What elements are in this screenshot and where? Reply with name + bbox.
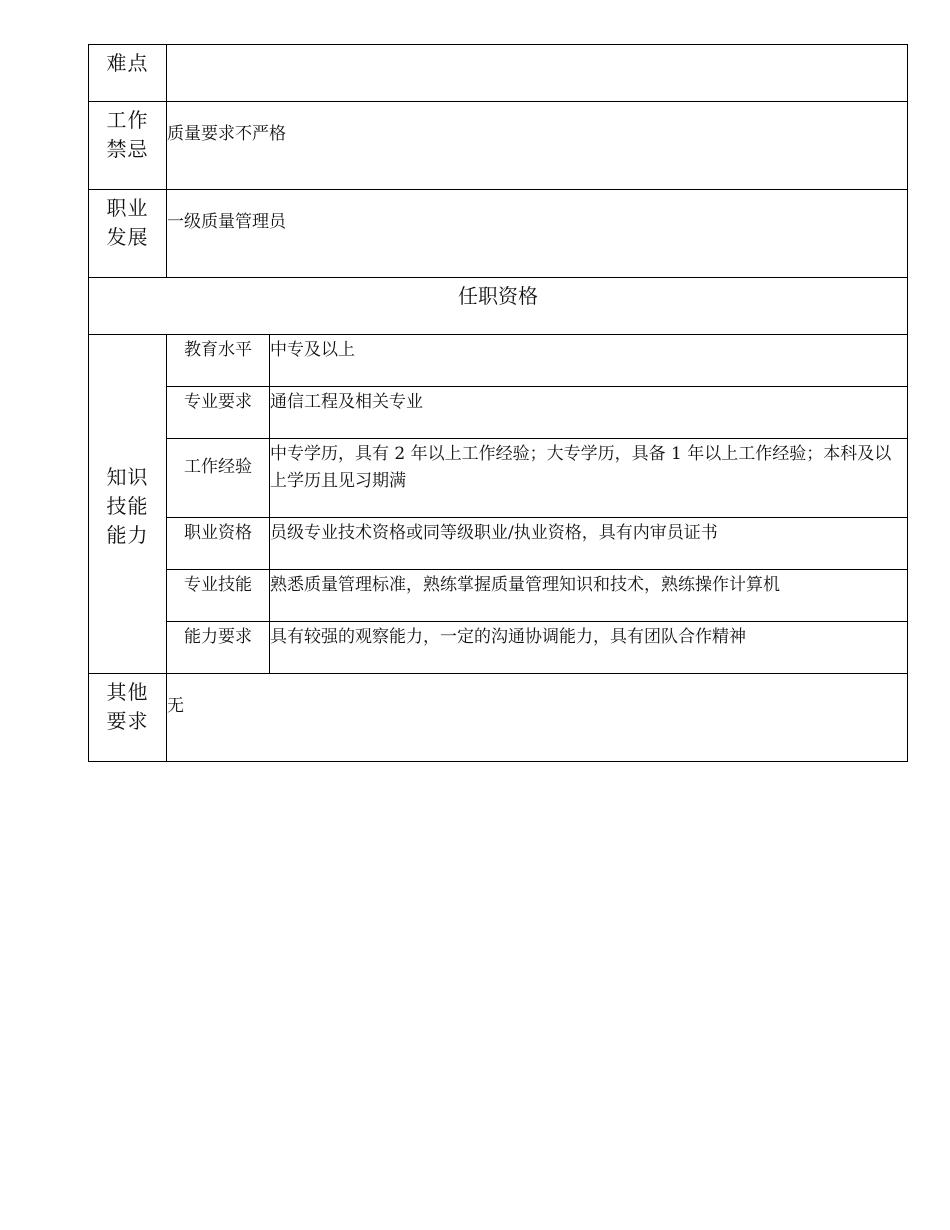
row-work-taboos: [89, 102, 908, 190]
row-other-requirements: [89, 674, 908, 762]
work-taboos-label: 工作 禁忌: [89, 102, 167, 190]
career-development-value: 一级质量管理员: [167, 190, 908, 278]
job-description-sheet: [88, 44, 907, 762]
work-taboos-value: 质量要求不严格: [167, 102, 908, 190]
other-requirements-label: 其他 要求: [89, 674, 167, 762]
qualification-row: [89, 387, 908, 439]
qualification-item-label: 能力要求: [167, 622, 270, 674]
qualification-item-label: 专业要求: [167, 387, 270, 439]
qualification-item-label: 专业技能: [167, 570, 270, 622]
qualification-item-value: 中专及以上: [270, 335, 908, 387]
qualification-item-value: 员级专业技术资格或同等级职业/执业资格，具有内审员证书: [270, 518, 908, 570]
row-difficulties: [89, 45, 908, 102]
qualification-item-value: 中专学历，具有 2 年以上工作经验；大专学历，具备 1 年以上工作经验；本科及以上学历且见习期满: [270, 439, 908, 518]
row-section-title: [89, 278, 908, 335]
row-career-development: [89, 190, 908, 278]
qualification-row: [89, 518, 908, 570]
qualification-section-title: 任职资格: [89, 278, 908, 335]
job-requirements-table: [88, 44, 908, 762]
qualification-item-value: 通信工程及相关专业: [270, 387, 908, 439]
qualification-row: [89, 335, 908, 387]
difficulties-value: [167, 45, 908, 102]
other-requirements-value: 无: [167, 674, 908, 762]
qualification-item-value: 熟悉质量管理标准，熟练掌握质量管理知识和技术，熟练操作计算机: [270, 570, 908, 622]
qualification-row: [89, 570, 908, 622]
qualification-item-label: 职业资格: [167, 518, 270, 570]
qualification-item-label: 教育水平: [167, 335, 270, 387]
qualification-item-label: 工作经验: [167, 439, 270, 518]
qualification-row: [89, 622, 908, 674]
qualification-item-value: 具有较强的观察能力，一定的沟通协调能力，具有团队合作精神: [270, 622, 908, 674]
qualification-row: [89, 439, 908, 518]
difficulties-label: 难点: [89, 45, 167, 102]
career-development-label: 职业 发展: [89, 190, 167, 278]
knowledge-skills-abilities-label: 知识 技能 能力: [89, 335, 167, 674]
